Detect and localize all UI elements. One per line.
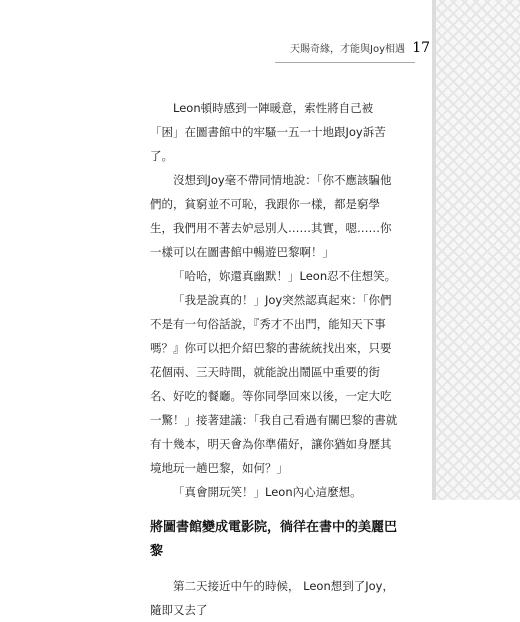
decorative-border [432,0,520,500]
paragraph-3: 「哈哈，妳還真幽默！」Leon忍不住想笑。 [173,269,397,283]
header-rule [275,62,415,63]
paragraph-6: 第二天接近中午的時候， Leon想到了Joy，隨即又去了 [150,579,394,617]
body-text [150,96,400,622]
running-header [290,40,430,56]
paragraph-5: 「真會開玩笑！」Leon內心這麼想。 [173,485,362,499]
paragraph-2: 沒想到Joy毫不帶同情地說：「你不應該騙他們的，貧窮並不可恥，我跟你一樣，都是窮學生，我們用不著去妒忌別人……其實，嗯……你一樣可以在圖書館中暢遊巴黎啊！」 [150,173,392,259]
paragraph-1: Leon頓時感到一陣暖意，索性將自己被「困」在圖書館中的牢騷一五一十地跟Joy訴苦了。 [150,101,386,163]
running-title: 天賜奇緣，才能與Joy相遇 [290,44,405,55]
page-number: 17 [412,40,431,56]
paragraph-4: 「我是說真的！」Joy突然認真起來：「你們不是有一句俗話說，『秀才不出門，能知天下事嗎？』你可以把介紹巴黎的書統統找出來，只要花個兩、三天時間，就能說出鬧區中重要的街名、好吃的餐廳。等你同學回來以後，一定大吃一驚！」接著建議：「我自己看過有關巴黎的書就有十幾本，明天會為你準備好，讓你猶如身歷其境地玩一趟巴黎，如何？」 [150,293,398,475]
section-heading: 將圖書館變成電影院，徜徉在書中的美麗巴黎 [150,520,398,559]
